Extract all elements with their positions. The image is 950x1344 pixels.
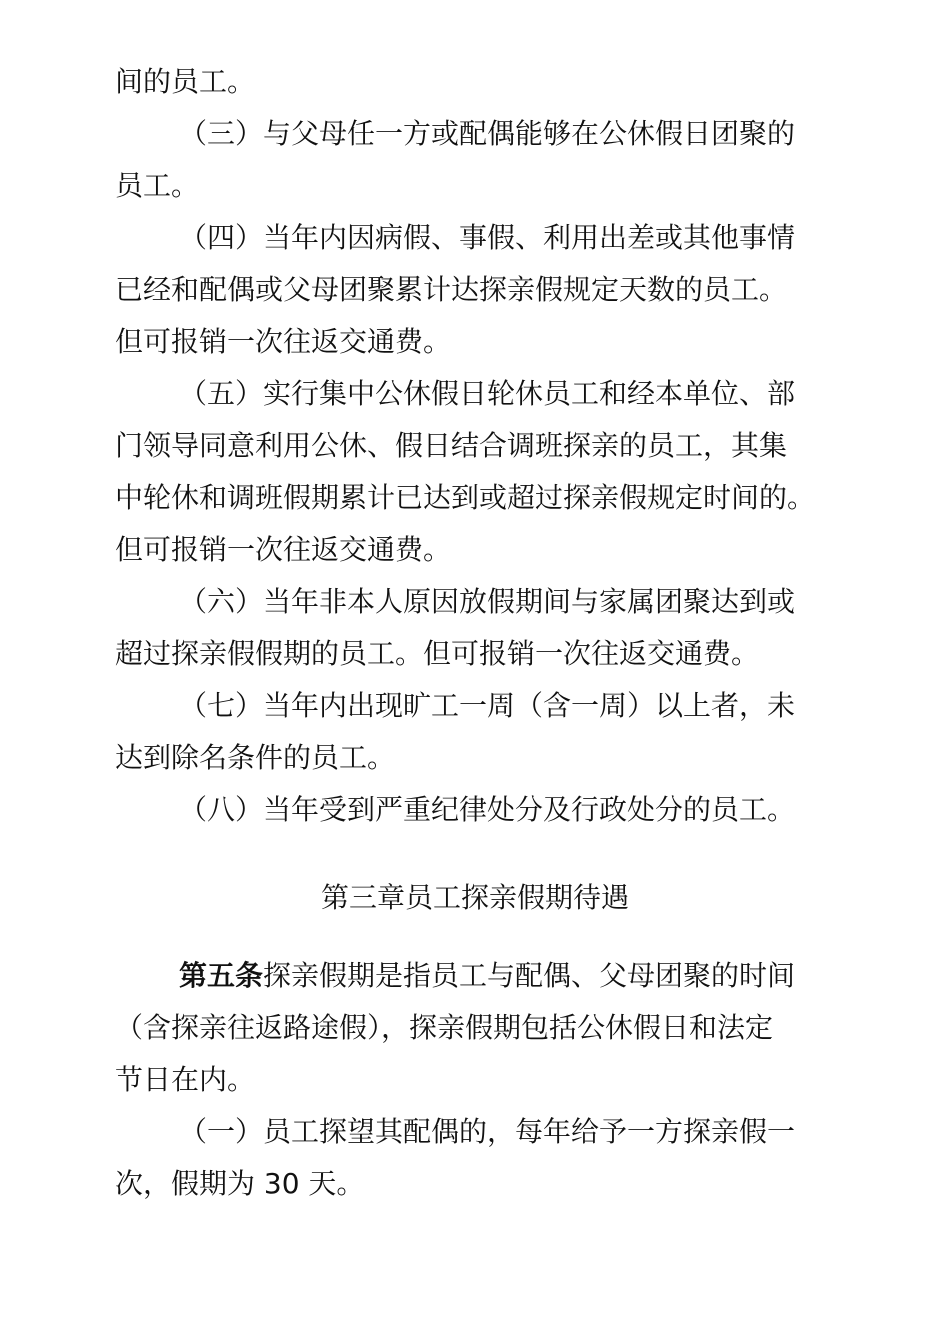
clause-3-line-2: 员工。 bbox=[115, 169, 200, 202]
clause-4-line-3: 但可报销一次往返交通费。 bbox=[115, 325, 452, 358]
clause-4-line-1: （四）当年内因病假、事假、利用出差或其他事情 bbox=[179, 221, 796, 254]
article-5-line-1 bbox=[115, 950, 835, 1002]
clause-5-line-2: 门领导同意利用公休、假日结合调班探亲的员工，其集 bbox=[115, 429, 788, 462]
clause-3-line-1: （三）与父母任一方或配偶能够在公休假日团聚的 bbox=[179, 117, 796, 150]
clause-8-line-1: （八）当年受到严重纪律处分及行政处分的员工。 bbox=[179, 793, 796, 826]
clause-5-line-1: （五）实行集中公休假日轮休员工和经本单位、部 bbox=[179, 377, 796, 410]
clause-7-line-1: （七）当年内出现旷工一周（含一周）以上者，未 bbox=[179, 689, 796, 722]
article-5-text: 探亲假期是指员工与配偶、父母团聚的时间 bbox=[263, 959, 796, 992]
clause-5-line-4: 但可报销一次往返交通费。 bbox=[115, 533, 452, 566]
clause-4-line-2: 已经和配偶或父母团聚累计达探亲假规定天数的员工。 bbox=[115, 273, 788, 306]
article-5-line-2: （含探亲往返路途假），探亲假期包括公休假日和法定 bbox=[115, 1011, 774, 1044]
clause-6-line-1: （六）当年非本人原因放假期间与家属团聚达到或 bbox=[179, 585, 796, 618]
article-5-clause-1-line-1: （一）员工探望其配偶的，每年给予一方探亲假一 bbox=[179, 1115, 796, 1148]
chapter-heading: 第三章员工探亲假期待遇 bbox=[320, 881, 629, 914]
clause-5-line-3: 中轮休和调班假期累计已达到或超过探亲假规定时间的。 bbox=[115, 481, 816, 514]
document-page bbox=[115, 56, 835, 1210]
article-5-clause-1-line-2: 次，假期为 30 天。 bbox=[115, 1167, 365, 1200]
article-5-label: 第五条 bbox=[179, 959, 264, 992]
clause-6-line-2: 超过探亲假假期的员工。但可报销一次往返交通费。 bbox=[115, 637, 760, 670]
article-5-line-3: 节日在内。 bbox=[115, 1063, 256, 1096]
clause-7-line-2: 达到除名条件的员工。 bbox=[115, 741, 396, 774]
text-line: 间的员工。 bbox=[115, 65, 256, 98]
